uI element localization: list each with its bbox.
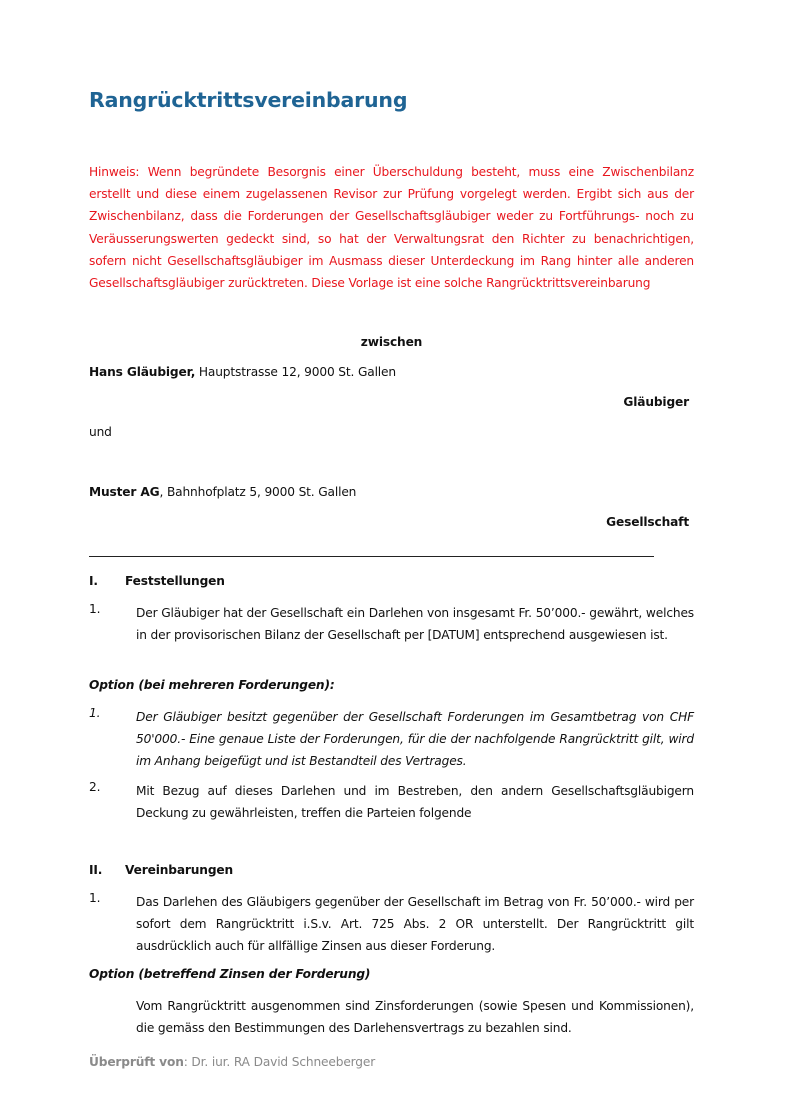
section-heading-1 xyxy=(89,574,225,588)
section-title: Vereinbarungen xyxy=(125,863,234,877)
document-title: Rangrücktrittsvereinbarung xyxy=(89,88,408,112)
and-label: und xyxy=(89,425,112,439)
clause-number: 1. xyxy=(89,602,101,616)
company-name: Muster AG xyxy=(89,485,160,499)
option-label: Option (betreffend Zinsen der Forderung) xyxy=(89,967,371,981)
option-label: Option (bei mehreren Forderungen): xyxy=(89,678,335,692)
company-party xyxy=(89,485,356,499)
reviewer-name: Dr. iur. RA David Schneeberger xyxy=(187,1055,376,1069)
clause-number: 2. xyxy=(89,780,101,794)
divider-line xyxy=(89,556,654,557)
option-clause-1 xyxy=(89,706,694,773)
clause-text: Der Gläubiger hat der Gesellschaft ein Darlehen von insgesamt Fr. 50’000.- gewährt, welches in der provisorischen Bilanz der Gesellschaft per [DATUM] entsprechend ausgewiesen ist. xyxy=(136,606,694,643)
option-clause-2 xyxy=(89,995,694,1039)
section-number: I. xyxy=(89,574,98,588)
clause-1-1 xyxy=(89,602,694,646)
notice-paragraph: Hinweis: Wenn begründete Besorgnis einer Überschuldung besteht, muss eine Zwischenbilanz erstellt und diese einem zugelassenen Revisor zur Prüfung vorgelegt werden. Ergibt sich aus der Zwischenbilanz, dass die Forderungen der Gesellschaftsgläubiger weder zu Fortführungs- noch zu Veräusserungswerten gedeckt sind, so hat der Verwaltungsrat den Richter zu benachrichtigen, sofern nicht Gesellschaftsgläubiger im Ausmass dieser Unterdeckung im Rang hinter alle anderen Gesellschaftsgläubiger zurücktreten. Diese Vorlage ist eine solche Rangrücktrittsvereinbarung xyxy=(89,165,694,291)
clause-text: Mit Bezug auf dieses Darlehen und im Bestreben, den andern Gesellschaftsgläubigern Deckung zu gewährleisten, treffen die Parteien folgende xyxy=(136,784,694,821)
section-title: Feststellungen xyxy=(125,574,225,588)
section-heading-2 xyxy=(89,863,233,877)
company-role: Gesellschaft xyxy=(606,515,689,529)
clause-1-2 xyxy=(89,780,694,824)
clause-number: 1. xyxy=(89,706,101,720)
clause-number: 1. xyxy=(89,891,101,905)
clause-text: Der Gläubiger besitzt gegenüber der Gesellschaft Forderungen im Gesamtbetrag von CHF 50'000.- Eine genaue Liste der Forderungen, für die der nachfolgende Rangrücktritt gilt, wird im Anhang beigefügt und ist Bestandteil des Vertrages. xyxy=(136,710,694,769)
creditor-role: Gläubiger xyxy=(623,395,689,409)
between-label: zwischen xyxy=(360,335,423,349)
section-number: II. xyxy=(89,863,103,877)
creditor-name: Hans Gläubiger, xyxy=(89,365,196,379)
clause-2-1 xyxy=(89,891,694,958)
clause-text: Vom Rangrücktritt ausgenommen sind Zinsforderungen (sowie Spesen und Kommissionen), die gemäss den Bestimmungen des Darlehensvertrags zu bezahlen sind. xyxy=(136,999,694,1036)
company-address: , Bahnhofplatz 5, 9000 St. Gallen xyxy=(159,485,357,499)
clause-text: Das Darlehen des Gläubigers gegenüber der Gesellschaft im Betrag von Fr. 50’000.- wird per sofort dem Rangrücktritt i.S.v. Art. 725 Abs. 2 OR unterstellt. Der Rangrücktritt gilt ausdrücklich auch für allfällige Zinsen aus dieser Forderung. xyxy=(136,895,694,954)
reviewer-label: Überprüft von xyxy=(89,1055,184,1069)
reviewer-separator: : xyxy=(183,1055,188,1069)
creditor-address: Hauptstrasse 12, 9000 St. Gallen xyxy=(195,365,396,379)
reviewer-footer xyxy=(89,1055,375,1069)
creditor-party xyxy=(89,365,396,379)
